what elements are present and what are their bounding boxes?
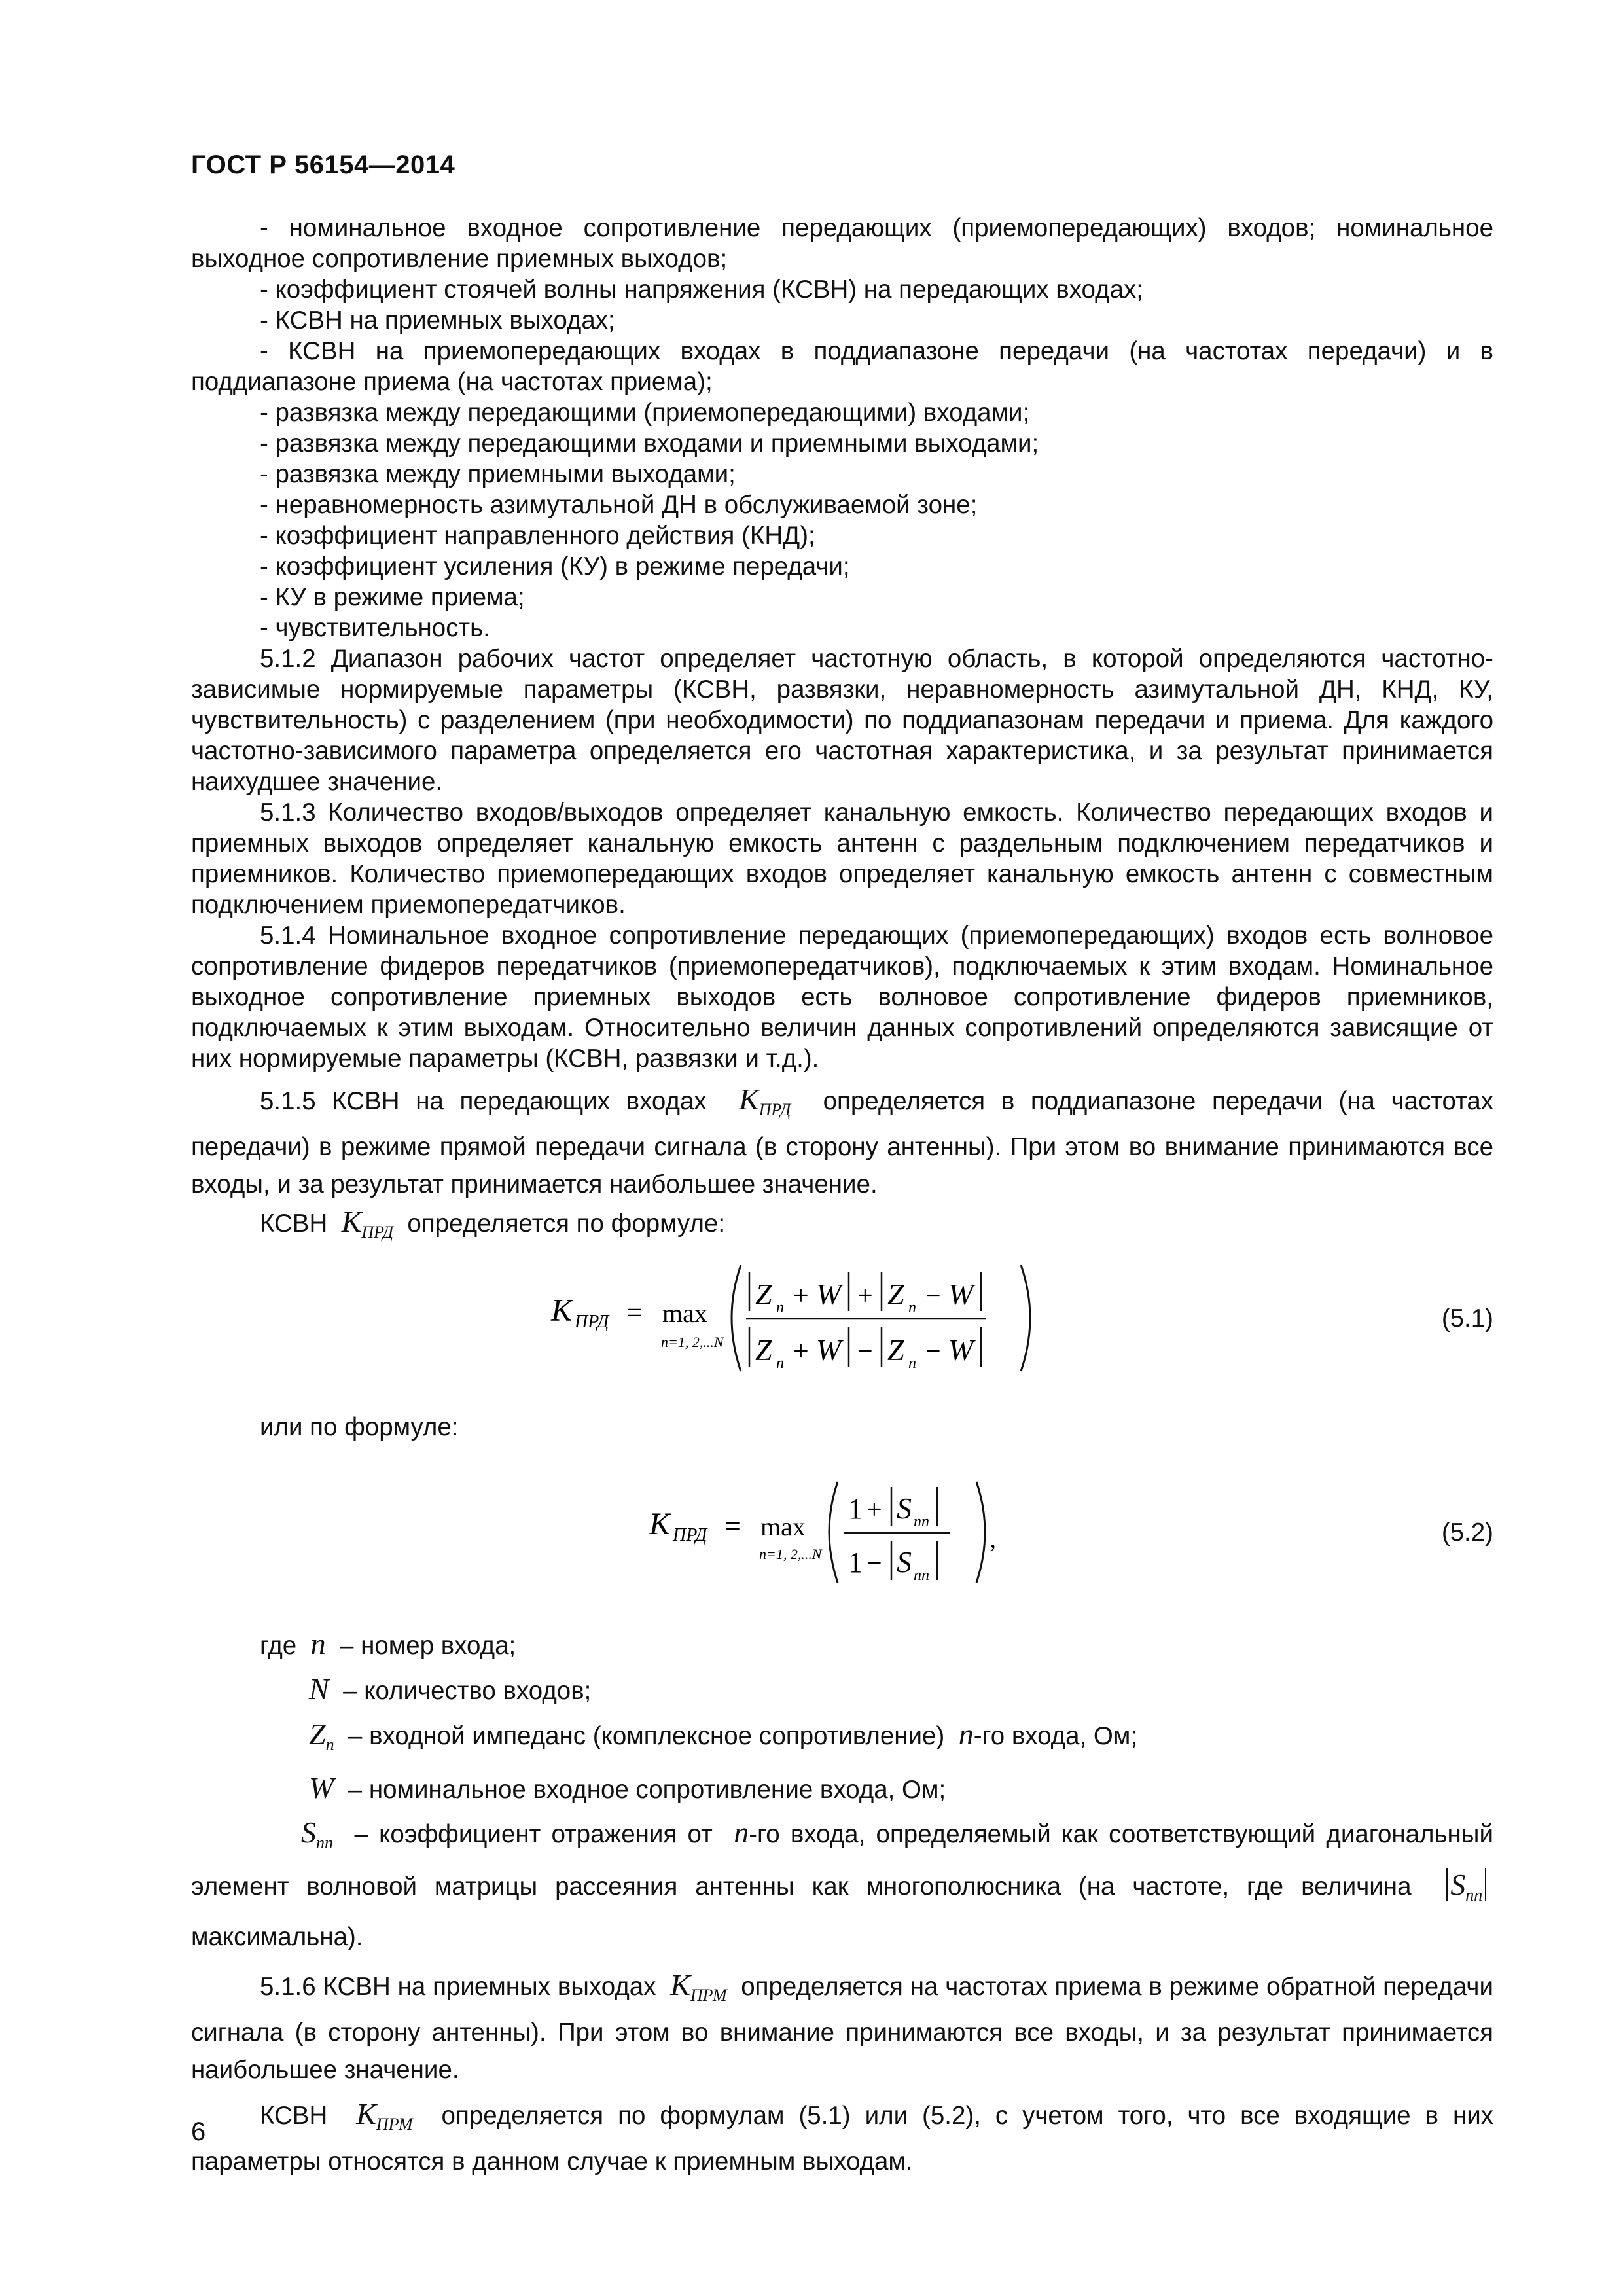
svg-text:W: W: [948, 1333, 974, 1367]
svg-text:−: −: [925, 1336, 941, 1367]
svg-text:n=1, 2,...N: n=1, 2,...N: [759, 1546, 822, 1562]
svg-text:−: −: [857, 1336, 873, 1367]
formula-5-1: [191, 1259, 1493, 1383]
formula-max: max: [662, 1299, 707, 1328]
formula-k-subscript: ПРД: [575, 1312, 609, 1332]
formula-k-symbol: K: [551, 1293, 573, 1328]
paragraph-5-1-4: 5.1.4 Номинальное входное сопротивление передающих (приемопередающих) входов есть волновое сопротивление фидеров передатчиков (приемопередатчиков), подключаемых к этим входам. Номинальное выходное сопротивление приемных выходов есть волновое сопротивление фидеров приемников, подключаемых к этим выходам. Относительно величин данных сопротивлений определяются зависящие от них нормируемые параметры (КСВН, развязки и т.д.).: [191, 922, 1493, 1073]
paragraph-5-1-5: [191, 1081, 1493, 1203]
standard-code-header: ГОСТ Р 56154—2014: [191, 151, 455, 179]
svg-text:W: W: [816, 1333, 842, 1367]
formula-equals: =: [626, 1297, 643, 1329]
k-prd-symbol: $K_{ПРД}$: [738, 1083, 791, 1119]
paragraph-5-1-3: 5.1.3 Количество входов/выходов определяет канальную емкость. Количество передающих входов и приемных выходов определяет канальную емкость антенн с раздельным подключением передатчиков и приемников. Количество приемопередающих входов определяет канальную емкость антенн с совместным подключением приемопередатчиков.: [191, 798, 1493, 919]
svg-text:W: W: [948, 1278, 974, 1311]
k-prd-symbol: $K_{ПРД}$: [341, 1205, 393, 1242]
formula-range: n=1, 2,...N: [661, 1334, 724, 1350]
page-number: 6: [191, 2117, 206, 2146]
svg-text:Z: Z: [755, 1278, 772, 1311]
svg-text:S: S: [897, 1492, 912, 1525]
variable-definitions: [191, 1623, 1493, 1958]
svg-text:1: 1: [848, 1547, 863, 1579]
svg-text:nn: nn: [914, 1513, 929, 1530]
right-paren: [1021, 1265, 1030, 1371]
svg-text:−: −: [925, 1281, 941, 1311]
p515-text-a: 5.1.5 КСВН на передающих входах: [260, 1087, 707, 1115]
list-item: - КУ в режиме приема;: [260, 583, 525, 611]
left-paren: [732, 1265, 741, 1371]
kprd-formula-intro: КСВН $K_{ПРД}$ определяется по формуле:: [260, 1205, 726, 1242]
svg-text:Z: Z: [887, 1333, 904, 1367]
p515-text-b: определяется в поддиапазоне передачи (на частотах передачи) в режиме прямой передачи сигнала (в сторону антенны). При этом во внимание принимаются все входы, и за результат принимается наибольшее значение.: [191, 1087, 1493, 1198]
document-body: [191, 213, 1493, 2180]
definition-S: $S_{nn}$ – коэффициент отражения от n-го входа, определяемый как соответствующий диагональный элемент волновой матрицы рассеяния антенны как многополюсника (на частоте, где величина $S_{nn}$ максимальна).: [191, 1816, 1493, 1951]
svg-text:=: =: [724, 1510, 741, 1542]
svg-text:−: −: [866, 1549, 882, 1579]
formula-5-1-number: (5.1): [1441, 1304, 1493, 1333]
list-item: - коэффициент усиления (КУ) в режиме передачи;: [260, 552, 850, 581]
definition-N: N – количество входов;: [309, 1672, 592, 1706]
paragraph-5-1-6: 5.1.6 КСВН на приемных выходах $K_{ПРМ}$ определяется на частотах приема в режиме обратной передачи сигнала (в сторону антенны). При этом во внимание принимаются все входы, и за результат принимается наибольшее значение.: [191, 1968, 1493, 2084]
svg-text:n: n: [776, 1355, 784, 1372]
svg-text:Z: Z: [887, 1278, 904, 1311]
formula-5-2: [191, 1475, 1493, 1596]
list-item: - развязка между передающими входами и приемными выходами;: [260, 429, 1039, 457]
svg-text:n: n: [908, 1355, 916, 1372]
list-item: - чувствительность.: [260, 614, 490, 642]
svg-text:W: W: [816, 1278, 842, 1311]
svg-text:,: ,: [990, 1524, 996, 1553]
formula-5-1-graphic: [551, 1259, 1205, 1383]
formula-5-2-number: (5.2): [1441, 1518, 1493, 1547]
list-item: - развязка между передающими (приемопередающими) входами;: [260, 399, 1030, 427]
paragraph-5-1-2: 5.1.2 Диапазон рабочих частот определяет частотную область, в которой определяются частотно-зависимые нормируемые параметры (КСВН, развязки, неравномерность азимутальной ДН, КНД, КУ, чувствительность) с разделением (при необходимости) по поддиапазонам передачи и приема. Для каждого частотно-зависимого параметра определяется его частотная характеристика, и за результат принимается наихудшее значение.: [191, 645, 1493, 796]
svg-text:Z: Z: [755, 1333, 772, 1367]
svg-text:+: +: [793, 1336, 809, 1367]
list-item: - коэффициент стоячей волны напряжения (КСВН) на передающих входах;: [260, 276, 1143, 304]
list-item: - коэффициент направленного действия (КНД);: [260, 522, 815, 550]
list-item: - развязка между приемными выходами;: [260, 460, 736, 488]
list-item: - КСВН на приемопередающих входах в поддиапазоне передачи (на частотах передачи) и в поддиапазоне приема (на частотах приема);: [191, 337, 1493, 396]
svg-text:K: K: [649, 1507, 671, 1541]
or-formula-text: или по формуле:: [260, 1413, 459, 1441]
svg-text:max: max: [760, 1512, 806, 1541]
list-item: - КСВН на приемных выходах;: [260, 306, 615, 334]
definition-W: W – номинальное входное сопротивление входа, Ом;: [309, 1771, 946, 1804]
definition-n: где n – номер входа;: [260, 1627, 516, 1660]
formula-5-2-graphic: [649, 1475, 1173, 1593]
svg-text:+: +: [857, 1281, 873, 1311]
svg-text:+: +: [866, 1495, 882, 1525]
list-item: - неравномерность азимутальной ДН в обслуживаемой зоне;: [260, 491, 978, 519]
definition-Z: $Z_n$ – входной импеданс (комплексное сопротивление) n-го входа, Ом;: [309, 1717, 1138, 1754]
kprm-formula-note: КСВН $K_{ПРМ}$ определяется по формулам (5.1) или (5.2), с учетом того, что все входящие в них параметры относятся в данном случае к приемным выходам.: [191, 2097, 1493, 2176]
svg-text:1: 1: [848, 1493, 863, 1525]
svg-text:S: S: [897, 1545, 912, 1579]
svg-text:nn: nn: [914, 1567, 929, 1584]
svg-text:ПРД: ПРД: [673, 1525, 707, 1545]
svg-text:+: +: [793, 1281, 809, 1311]
svg-text:n: n: [908, 1299, 916, 1316]
svg-text:n: n: [776, 1299, 784, 1316]
list-item: - номинальное входное сопротивление передающих (приемопередающих) входов; номинальное выходное сопротивление приемных выходов;: [191, 214, 1493, 273]
